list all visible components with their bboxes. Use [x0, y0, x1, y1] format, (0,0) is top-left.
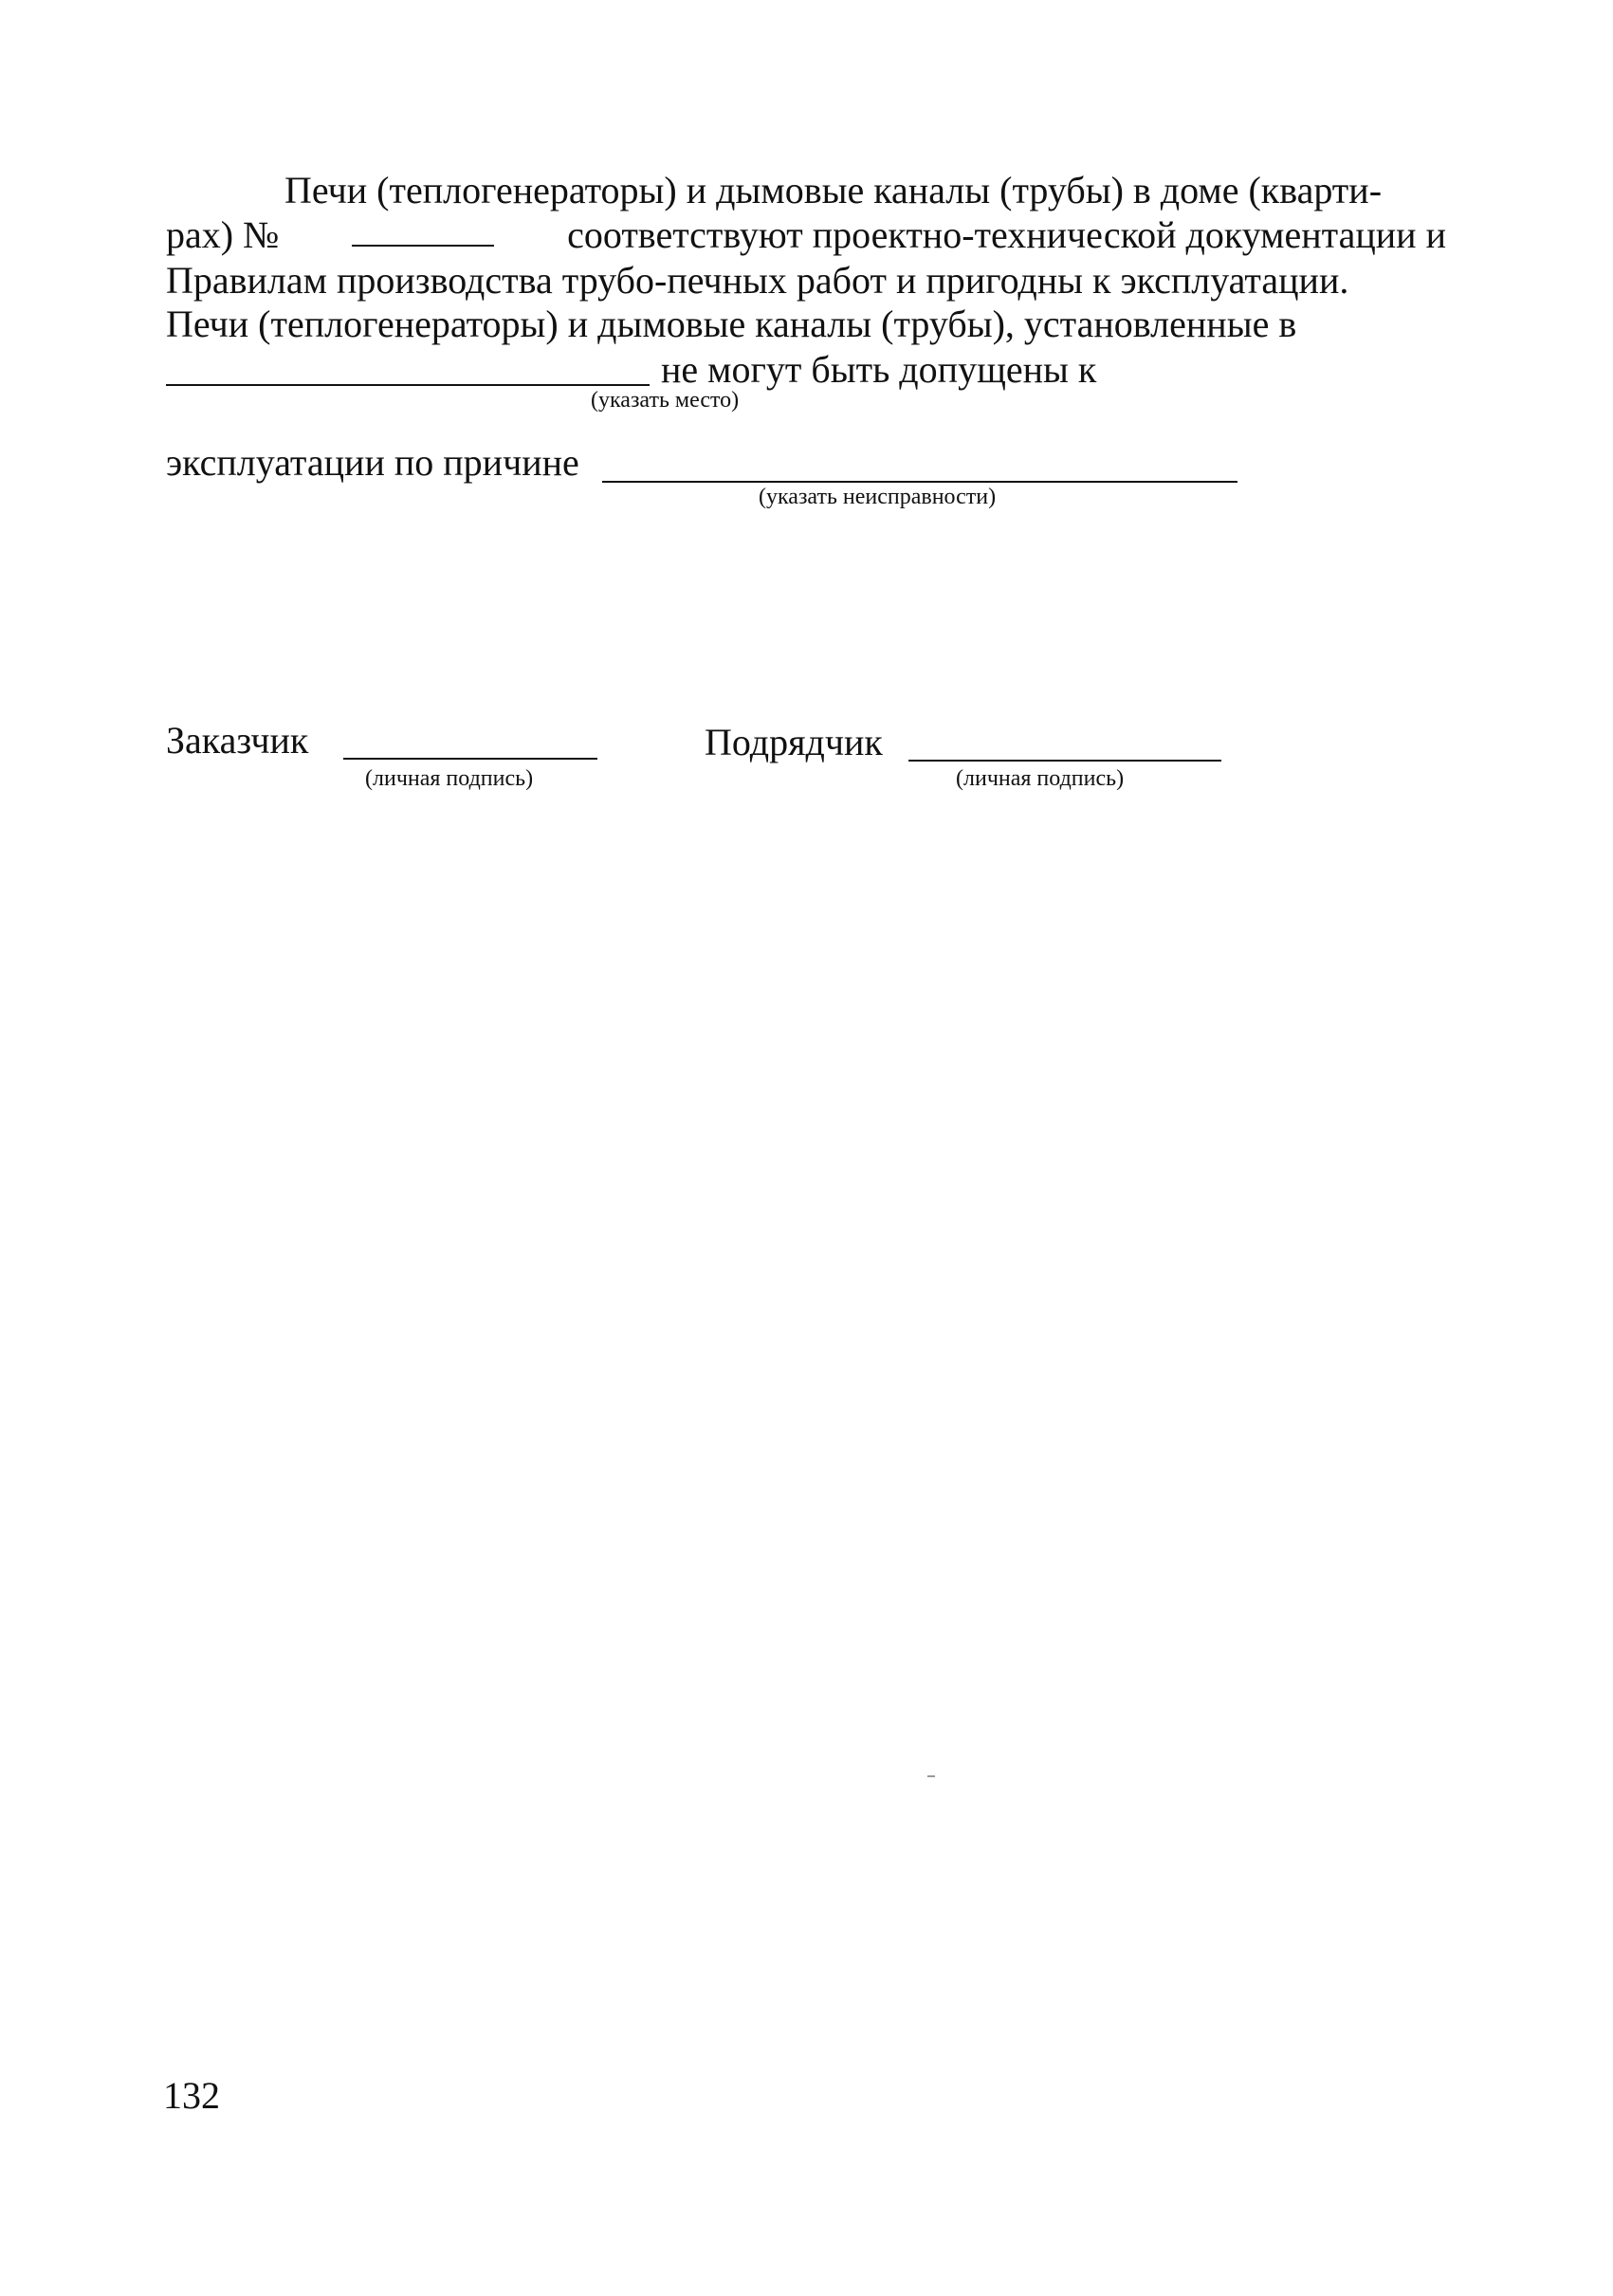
place-blank-line[interactable]	[166, 384, 650, 386]
paragraph-line-1: Печи (теплогенераторы) и дымовые каналы (трубы) в доме (кварти-	[284, 169, 1383, 211]
customer-label: Заказчик	[166, 719, 309, 762]
contractor-signature-hint: (личная подпись)	[956, 766, 1125, 791]
paragraph-line-3: Правилам производства трубо-печных работ и пригодны к эксплуатации.	[166, 259, 1349, 302]
paragraph-line-4: Печи (теплогенераторы) и дымовые каналы (трубы), установленные в	[166, 303, 1297, 345]
apartment-number-blank[interactable]	[352, 212, 494, 247]
apartment-number-label: рах) №	[166, 213, 280, 256]
reason-label: эксплуатации по причине	[166, 441, 579, 484]
contractor-label: Подрядчик	[705, 721, 883, 763]
customer-signature-line[interactable]	[343, 758, 597, 760]
contractor-signature-line[interactable]	[908, 760, 1221, 762]
place-hint: (указать место)	[591, 388, 740, 413]
customer-signature-hint: (личная подпись)	[365, 766, 534, 791]
reason-blank-line[interactable]	[602, 481, 1237, 483]
paragraph-line-5: не могут быть допущены к	[661, 348, 1097, 391]
paragraph-line-2-end: соответствуют проектно-технической документации и	[567, 213, 1446, 256]
reason-hint: (указать неисправности)	[759, 485, 997, 509]
scan-speck	[927, 1775, 935, 1777]
page-number: 132	[163, 2074, 220, 2117]
paragraph-line-2	[166, 212, 1446, 258]
